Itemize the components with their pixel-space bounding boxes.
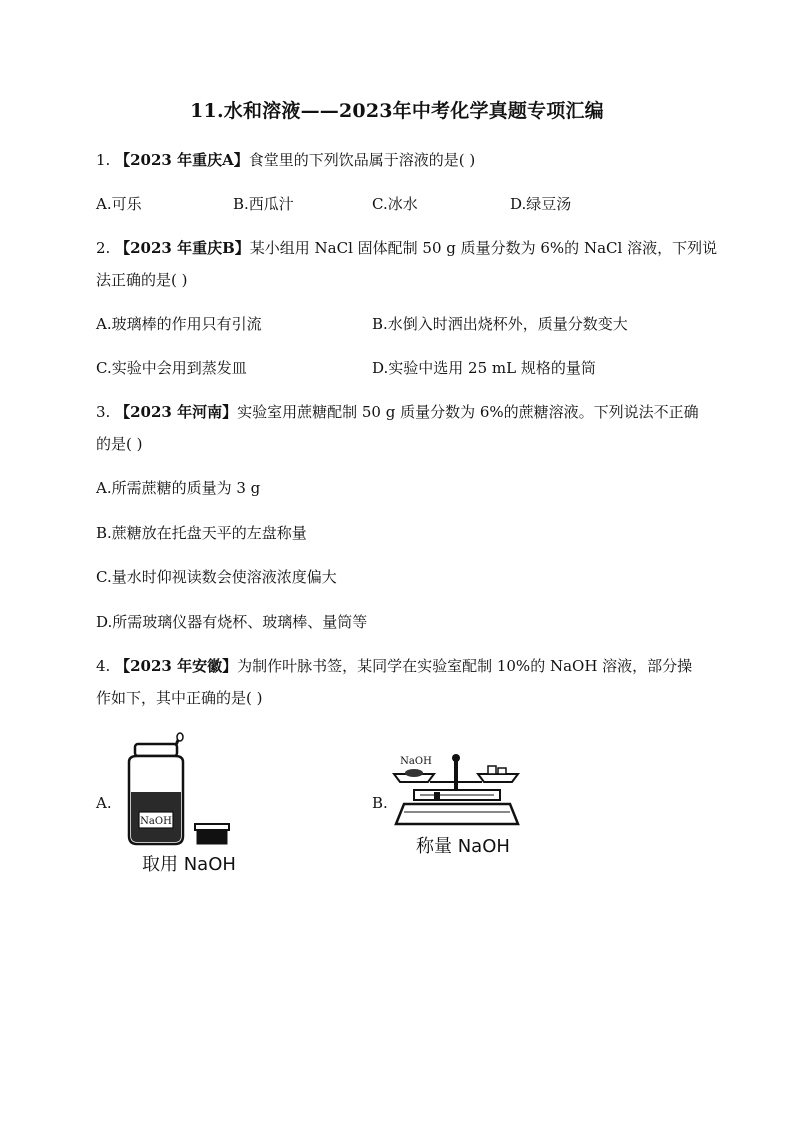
option-b: B.西瓜汁 [233, 195, 294, 213]
figure-b-balance-illustration [390, 748, 526, 832]
option-a: A.可乐 [96, 195, 142, 213]
question-text: 为制作叶脉书签，某同学在实验室配制 10%的 NaOH 溶液，部分操 [237, 657, 693, 675]
option-c: C.实验中会用到蒸发皿 [96, 359, 247, 377]
option-d: D.实验中选用 25 mL 规格的量筒 [372, 359, 596, 377]
figure-a-jar-illustration [115, 732, 235, 852]
option-b: B.蔗糖放在托盘天平的左盘称量 [96, 524, 307, 542]
question-text: 某小组用 NaCl 固体配制 50 g 质量分数为 6%的 NaCl 溶液，下列说 [249, 239, 718, 257]
figure-b-caption: 称量 NaOH [416, 836, 510, 857]
question-number: 1. [96, 151, 111, 169]
question-1-stem [96, 150, 475, 170]
jar-label: NaOH [140, 816, 172, 827]
question-text: 实验室用蔗糖配制 50 g 质量分数为 6%的蔗糖溶液。下列说法不正确 [237, 403, 699, 421]
question-number: 4. [96, 657, 111, 675]
option-c: C.冰水 [372, 195, 418, 213]
question-source: 【2023 年安徽】 [115, 657, 238, 675]
figure-b-label: B. [372, 794, 388, 812]
balance-base [396, 804, 518, 824]
question-4-stem [96, 656, 692, 676]
question-4-stem-cont: 作如下，其中正确的是( ) [96, 689, 263, 707]
substance-icon [405, 769, 423, 777]
right-pan [478, 774, 518, 782]
figure-a-caption: 取用 NaOH [142, 854, 236, 875]
option-d: D.所需玻璃仪器有烧杯、玻璃棒、量筒等 [96, 613, 368, 631]
option-c: C.量水时仰视读数会使溶液浓度偏大 [96, 568, 337, 586]
question-number: 3. [96, 403, 111, 421]
question-number: 2. [96, 239, 111, 257]
question-source: 【2023 年重庆A】 [115, 151, 249, 169]
question-3-stem [96, 402, 699, 422]
question-2-stem [96, 238, 717, 258]
weight-icon [488, 766, 496, 774]
question-2-stem-cont: 法正确的是( ) [96, 271, 188, 289]
question-source: 【2023 年河南】 [115, 403, 238, 421]
option-a: A.所需蔗糖的质量为 3 g [96, 479, 261, 497]
option-a: A.玻璃棒的作用只有引流 [96, 315, 262, 333]
pan-label: NaOH [400, 756, 432, 767]
page-title: 11.水和溶液——2023年中考化学真题专项汇编 [190, 100, 604, 122]
question-3-stem-cont: 的是( ) [96, 435, 143, 453]
figure-a-label: A. [96, 794, 112, 812]
option-d: D.绿豆汤 [510, 195, 572, 213]
question-text: 食堂里的下列饮品属于溶液的是( ) [248, 151, 476, 169]
jar-neck [135, 744, 177, 756]
option-b: B.水倒入时洒出烧杯外，质量分数变大 [372, 315, 628, 333]
question-source: 【2023 年重庆B】 [115, 239, 250, 257]
